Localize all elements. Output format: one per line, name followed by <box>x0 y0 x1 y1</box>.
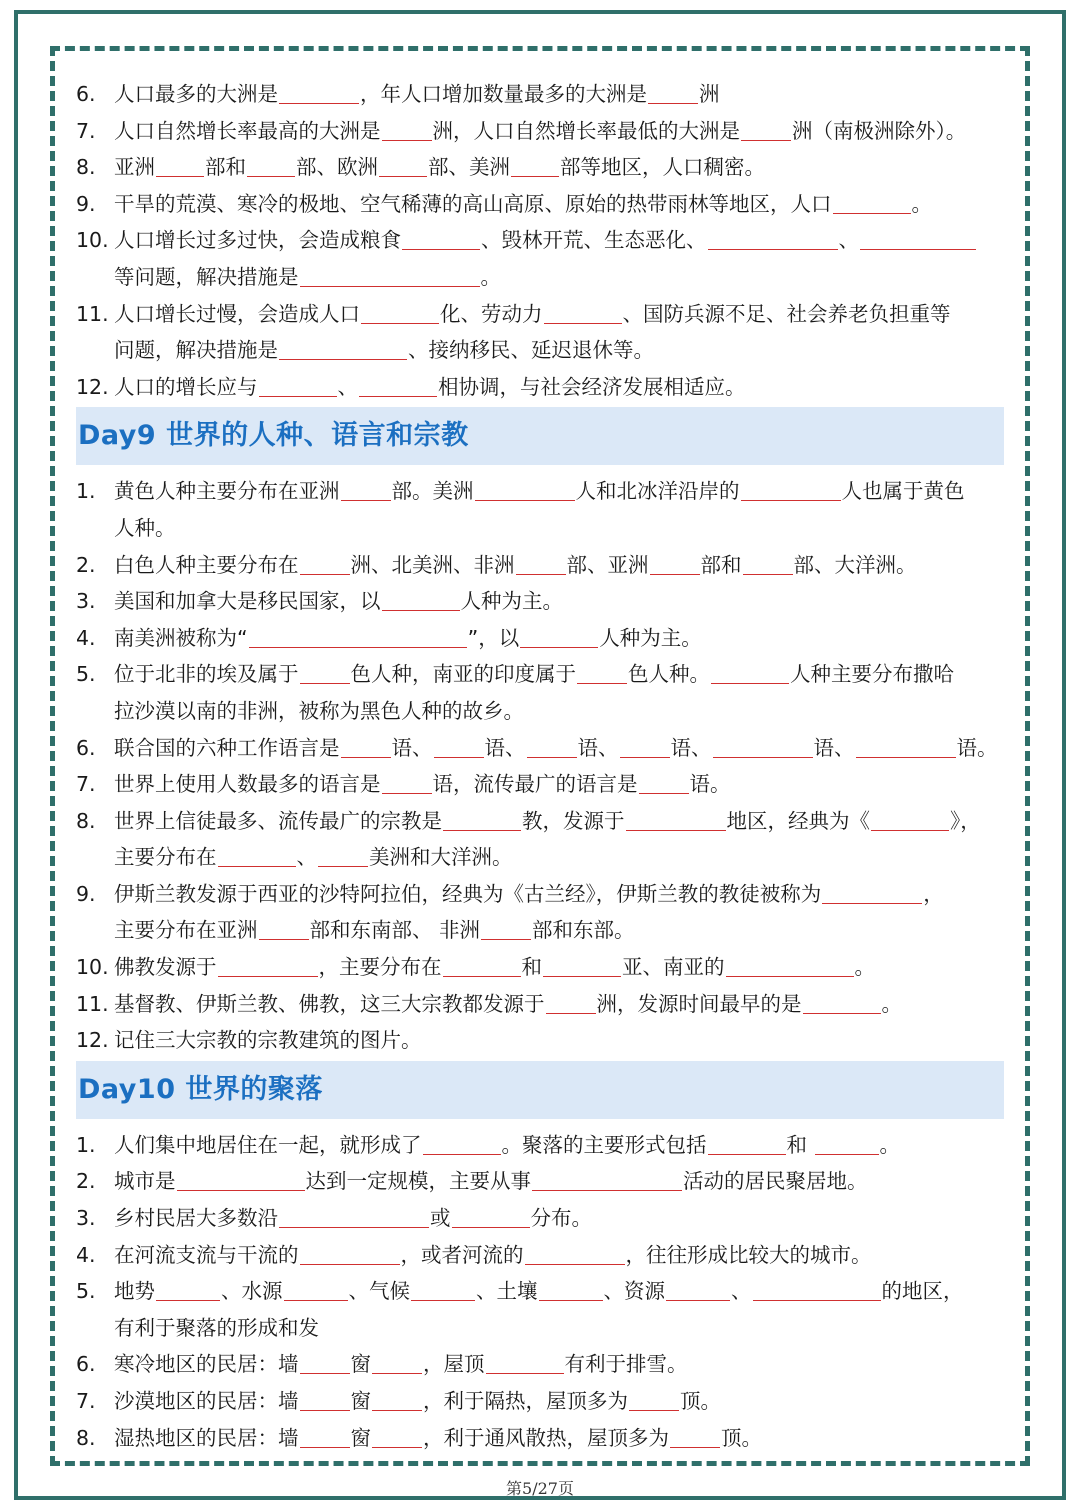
question-number: 4. <box>76 1242 96 1267</box>
answer-blank[interactable] <box>525 1242 625 1265</box>
question-line <box>76 986 1004 1023</box>
question-text <box>114 766 1004 803</box>
question-text <box>114 693 1004 730</box>
answer-blank[interactable] <box>284 1278 348 1301</box>
answer-blank[interactable] <box>156 154 204 177</box>
text-segment: 人种为主。 <box>599 625 702 650</box>
text-segment: 、毁林开荒、生态恶化、 <box>481 228 707 253</box>
question-text <box>114 803 1004 840</box>
answer-blank[interactable] <box>539 1278 603 1301</box>
answer-blank[interactable] <box>318 844 368 867</box>
text-segment: 人种。 <box>114 515 176 540</box>
question-line <box>76 839 1004 876</box>
answer-blank[interactable] <box>218 844 296 867</box>
question-number: 5. <box>76 1279 96 1304</box>
question-line <box>76 693 1004 730</box>
question-line <box>76 1346 1004 1383</box>
question-text <box>114 839 1004 876</box>
answer-blank[interactable] <box>300 1351 350 1374</box>
question-line <box>76 730 1004 767</box>
question-text <box>114 949 1004 986</box>
question-text <box>114 113 1004 150</box>
text-segment: 人口增长过多过快，会造成粮食 <box>114 228 401 253</box>
answer-blank[interactable] <box>247 154 295 177</box>
answer-blank[interactable] <box>543 954 621 977</box>
worksheet-content <box>76 76 1004 1456</box>
question-number: 3. <box>76 589 96 614</box>
answer-blank[interactable] <box>434 735 484 758</box>
text-segment: 》， <box>950 808 981 833</box>
question-text <box>114 1237 1004 1274</box>
question-line <box>76 1022 1004 1059</box>
text-segment: 位于北非的埃及属于 <box>114 662 299 687</box>
text-segment: 部和东南部、 非洲 <box>309 918 481 943</box>
text-segment: ，利于隔热，屋顶多为 <box>423 1389 628 1413</box>
question-number: 7. <box>76 1389 96 1413</box>
question-text <box>114 149 1004 186</box>
answer-blank[interactable] <box>711 661 789 684</box>
text-segment: 人们集中地居住在一起，就形成了 <box>114 1132 422 1157</box>
text-segment: 、 <box>296 845 317 870</box>
answer-blank[interactable] <box>741 118 791 141</box>
text-segment: 语。 <box>689 772 731 797</box>
answer-blank[interactable] <box>279 337 407 360</box>
text-segment: 世界上使用人数最多的语言是 <box>114 772 381 797</box>
text-segment: ，主要分布在 <box>318 955 442 980</box>
text-segment: 顶。 <box>721 1425 762 1450</box>
question-line <box>76 222 1004 259</box>
question-text <box>114 583 1004 620</box>
question-text <box>114 1127 1004 1164</box>
answer-blank[interactable] <box>382 588 460 611</box>
question-number: 6. <box>76 735 96 760</box>
text-segment: 、气候 <box>348 1279 410 1304</box>
text-segment: 美洲和大洋洲。 <box>369 845 513 870</box>
question-number: 1. <box>76 479 96 504</box>
question-line <box>76 912 1004 949</box>
text-segment: 人口自然增长率最高的大洲是 <box>114 118 381 143</box>
question-text <box>114 1022 1004 1059</box>
question-text <box>114 620 1004 657</box>
question-number: 9. <box>76 191 96 216</box>
question-text <box>114 1273 1004 1310</box>
question-text <box>114 296 1004 333</box>
question-line <box>76 1273 1004 1310</box>
text-segment: 和 <box>786 1132 814 1157</box>
text-segment: 问题，解决措施是 <box>114 338 278 363</box>
section-heading: Day10 世界的聚落 <box>76 1061 1004 1119</box>
text-segment: 人和北冰洋沿岸的 <box>575 479 740 504</box>
question-number: 6. <box>76 82 96 106</box>
answer-blank[interactable] <box>639 771 689 794</box>
text-segment: 窗 <box>350 1352 371 1377</box>
text-segment: 语、 <box>484 735 526 760</box>
answer-blank[interactable] <box>372 1425 422 1448</box>
question-line <box>76 113 1004 150</box>
text-segment: 洲，人口自然增长率最低的大洲是 <box>432 118 740 143</box>
text-segment: 和 <box>521 955 542 980</box>
text-segment: 化、劳动力 <box>440 301 543 326</box>
question-text <box>114 1310 1004 1347</box>
text-segment: 人种为主。 <box>460 589 563 614</box>
text-segment: 教，发源于 <box>522 808 625 833</box>
answer-blank[interactable] <box>279 1205 429 1228</box>
question-line <box>76 620 1004 657</box>
question-text <box>114 473 1004 510</box>
text-segment: 部和 <box>205 155 246 180</box>
text-segment: 、土壤 <box>476 1279 538 1304</box>
answer-blank[interactable] <box>626 808 726 831</box>
text-segment: ，年人口增加数量最多的大洲是 <box>360 82 647 106</box>
answer-blank[interactable] <box>411 1278 475 1301</box>
question-number: 8. <box>76 1425 96 1450</box>
question-number: 7. <box>76 118 96 143</box>
text-segment: 、水源 <box>221 1279 283 1304</box>
question-number: 8. <box>76 808 96 833</box>
answer-blank[interactable] <box>475 478 575 501</box>
question-text <box>114 222 1004 259</box>
text-segment: 城市是 <box>114 1169 176 1194</box>
answer-blank[interactable] <box>259 917 309 940</box>
question-text <box>114 76 1004 113</box>
text-segment: 基督教、伊斯兰教、佛教，这三大宗教都发源于 <box>114 991 545 1016</box>
text-segment: 语、 <box>577 735 619 760</box>
text-segment: 伊斯兰教发源于西亚的沙特阿拉伯，经典为《古兰经》，伊斯兰教的教徒被称为 <box>114 881 822 906</box>
question-text <box>114 656 1004 693</box>
question-line <box>76 149 1004 186</box>
question-line <box>76 1200 1004 1237</box>
answer-blank[interactable] <box>726 954 854 977</box>
text-segment: 色人种。 <box>628 662 710 687</box>
question-text <box>114 186 1004 223</box>
answer-blank[interactable] <box>666 1278 730 1301</box>
question-text <box>114 510 1004 547</box>
text-segment: 亚、南亚的 <box>622 955 725 980</box>
question-number: 4. <box>76 625 96 650</box>
question-line <box>76 510 1004 547</box>
question-line <box>76 473 1004 510</box>
text-segment: 部和东部。 <box>532 918 635 943</box>
question-number: 2. <box>76 1169 96 1194</box>
answer-blank[interactable] <box>452 1205 530 1228</box>
text-segment: 语，流传最广的语言是 <box>432 772 638 797</box>
answer-blank[interactable] <box>544 301 622 324</box>
question-number: 3. <box>76 1206 96 1231</box>
question-text <box>114 912 1004 949</box>
answer-blank[interactable] <box>300 1425 350 1448</box>
question-text <box>114 259 1004 296</box>
answer-blank[interactable] <box>402 227 480 250</box>
page-number: 第5/27页 <box>506 1479 574 1498</box>
answer-blank[interactable] <box>741 478 841 501</box>
answer-blank[interactable] <box>259 374 337 397</box>
answer-blank[interactable] <box>379 154 427 177</box>
answer-blank[interactable] <box>670 1425 720 1448</box>
text-segment: 。 <box>480 264 501 289</box>
question-line <box>76 296 1004 333</box>
answer-blank[interactable] <box>443 954 521 977</box>
text-segment: 有利于排雪。 <box>564 1352 688 1377</box>
answer-blank[interactable] <box>815 1132 879 1155</box>
text-segment: 南美洲被称为“ <box>114 625 248 650</box>
question-text <box>114 369 1004 406</box>
text-segment: 寒冷地区的民居：墙 <box>114 1352 299 1377</box>
answer-blank[interactable] <box>577 661 627 684</box>
question-text <box>114 1163 1004 1200</box>
question-line <box>76 547 1004 584</box>
text-segment: ，利于通风散热，屋顶多为 <box>423 1425 669 1450</box>
question-number: 12. <box>76 374 109 399</box>
answer-blank[interactable] <box>743 552 793 575</box>
answer-blank[interactable] <box>300 552 350 575</box>
answer-blank[interactable] <box>279 81 359 104</box>
answer-blank[interactable] <box>708 1132 786 1155</box>
answer-blank[interactable] <box>177 1168 305 1191</box>
text-segment: 色人种，南亚的印度属于 <box>350 662 576 687</box>
text-segment: 洲 <box>699 82 720 106</box>
answer-blank[interactable] <box>708 227 838 250</box>
text-segment: 黄色人种主要分布在亚洲 <box>114 479 340 504</box>
text-segment: 湿热地区的民居：墙 <box>114 1425 299 1450</box>
question-line <box>76 1127 1004 1164</box>
answer-blank[interactable] <box>486 1351 564 1374</box>
answer-blank[interactable] <box>803 991 881 1014</box>
text-segment: 。 <box>854 955 875 980</box>
text-segment: 沙漠地区的民居：墙 <box>114 1389 299 1413</box>
text-segment: 等问题，解决措施是 <box>114 264 299 289</box>
text-segment: 活动的居民聚居地。 <box>683 1169 868 1194</box>
answer-blank[interactable] <box>833 191 911 214</box>
answer-blank[interactable] <box>629 1388 679 1411</box>
text-segment: 语、 <box>670 735 712 760</box>
answer-blank[interactable] <box>856 735 956 758</box>
question-number: 9. <box>76 881 96 906</box>
text-segment: 主要分布在 <box>114 845 217 870</box>
question-number: 5. <box>76 662 96 687</box>
answer-blank[interactable] <box>871 808 949 831</box>
text-segment: 洲，发源时间最早的是 <box>596 991 802 1016</box>
text-segment: 白色人种主要分布在 <box>114 552 299 577</box>
text-segment: 。 <box>881 991 902 1016</box>
answer-blank[interactable] <box>300 661 350 684</box>
text-segment: 主要分布在亚洲 <box>114 918 258 943</box>
text-segment: ”，以 <box>467 625 520 650</box>
text-segment: 乡村民居大多数沿 <box>114 1206 278 1231</box>
question-line <box>76 186 1004 223</box>
text-segment: 人口的增长应与 <box>114 374 258 399</box>
text-segment: 部、大洋洲。 <box>793 552 917 577</box>
question-number: 10. <box>76 228 109 253</box>
text-segment: 。 <box>879 1132 901 1157</box>
question-line <box>76 656 1004 693</box>
answer-blank[interactable] <box>341 478 391 501</box>
question-text <box>114 332 1004 369</box>
text-segment: 人口最多的大洲是 <box>114 82 278 106</box>
text-segment: 部、亚洲 <box>566 552 649 577</box>
question-line <box>76 1163 1004 1200</box>
answer-blank[interactable] <box>249 625 467 648</box>
question-text <box>114 1420 1004 1457</box>
text-segment: 达到一定规模，主要从事 <box>305 1169 531 1194</box>
question-line <box>76 876 1004 913</box>
question-number: 8. <box>76 155 96 180</box>
text-segment: 有利于聚落的形成和发 <box>114 1315 319 1340</box>
text-segment: 地区，经典为《 <box>726 808 870 833</box>
text-segment: 窗 <box>350 1389 371 1413</box>
text-segment: 部。美洲 <box>391 479 474 504</box>
question-number: 11. <box>76 301 109 326</box>
text-segment: ，往往形成比较大的城市。 <box>625 1242 872 1267</box>
question-text <box>114 1200 1004 1237</box>
question-line <box>76 803 1004 840</box>
text-segment: 部、美洲 <box>428 155 510 180</box>
question-line <box>76 1383 1004 1420</box>
answer-blank[interactable] <box>546 991 596 1014</box>
text-segment: 顶。 <box>680 1389 721 1413</box>
answer-blank[interactable] <box>341 735 391 758</box>
question-number: 6. <box>76 1352 96 1377</box>
answer-blank[interactable] <box>382 118 432 141</box>
text-segment: 洲、北美洲、非洲 <box>350 552 515 577</box>
text-segment: 语、 <box>813 735 855 760</box>
text-segment: 相协调，与社会经济发展相适应。 <box>438 374 746 399</box>
text-segment: 的地区， <box>881 1279 964 1304</box>
question-line <box>76 1420 1004 1457</box>
text-segment: 拉沙漠以南的非洲，被称为黑色人种的故乡。 <box>114 698 524 723</box>
question-line <box>76 332 1004 369</box>
question-line <box>76 766 1004 803</box>
text-segment: 、国防兵源不足、社会养老负担重等 <box>622 301 951 326</box>
text-segment: ，或者河流的 <box>400 1242 524 1267</box>
text-segment: 记住三大宗教的宗教建筑的图片。 <box>114 1028 422 1053</box>
answer-blank[interactable] <box>443 808 521 831</box>
answer-blank[interactable] <box>481 917 531 940</box>
text-segment: 、 <box>337 374 358 399</box>
answer-blank[interactable] <box>648 81 698 104</box>
text-segment: 。聚落的主要形式包括 <box>501 1132 707 1157</box>
answer-blank[interactable] <box>372 1351 422 1374</box>
answer-blank[interactable] <box>382 771 432 794</box>
text-segment: 语。 <box>956 735 998 760</box>
answer-blank[interactable] <box>218 954 318 977</box>
text-segment: 地势 <box>114 1279 155 1304</box>
text-segment: 洲（南极洲除外）。 <box>792 118 967 143</box>
answer-blank[interactable] <box>527 735 577 758</box>
section-heading: Day9 世界的人种、语言和宗教 <box>76 407 1004 465</box>
question-line <box>76 369 1004 406</box>
question-number: 7. <box>76 772 96 797</box>
text-segment: 、接纳移民、延迟退休等。 <box>408 338 654 363</box>
answer-blank[interactable] <box>359 374 437 397</box>
question-number: 2. <box>76 552 96 577</box>
text-segment: 、 <box>731 1279 752 1304</box>
question-line <box>76 949 1004 986</box>
question-line <box>76 259 1004 296</box>
answer-blank[interactable] <box>300 1388 350 1411</box>
text-segment: ， <box>923 881 944 906</box>
answer-blank[interactable] <box>156 1278 220 1301</box>
text-segment: 部、欧洲 <box>296 155 378 180</box>
text-segment: 人也属于黄色 <box>841 479 965 504</box>
text-segment: 部等地区，人口稠密。 <box>560 155 765 180</box>
answer-blank[interactable] <box>511 154 559 177</box>
text-segment: 人口增长过慢，会造成人口 <box>114 301 360 326</box>
text-segment: 。 <box>911 191 932 216</box>
question-text <box>114 1383 1004 1420</box>
answer-blank[interactable] <box>423 1132 501 1155</box>
text-segment: 、 <box>838 228 859 253</box>
text-segment: 、资源 <box>603 1279 665 1304</box>
text-segment: 亚洲 <box>114 155 155 180</box>
text-segment: 部和 <box>700 552 742 577</box>
question-line <box>76 1310 1004 1347</box>
text-segment: 干旱的荒漠、寒冷的极地、空气稀薄的高山高原、原始的热带雨林等地区，人口 <box>114 191 832 216</box>
text-segment: 人种主要分布撒哈 <box>790 662 954 687</box>
answer-blank[interactable] <box>753 1278 881 1301</box>
text-segment: 美国和加拿大是移民国家，以 <box>114 589 381 614</box>
question-line <box>76 76 1004 113</box>
answer-blank[interactable] <box>361 301 439 324</box>
answer-blank[interactable] <box>372 1388 422 1411</box>
text-segment: 联合国的六种工作语言是 <box>114 735 340 760</box>
answer-blank[interactable] <box>713 735 813 758</box>
question-line <box>76 583 1004 620</box>
text-segment: 窗 <box>350 1425 371 1450</box>
text-segment: 世界上信徒最多、流传最广的宗教是 <box>114 808 442 833</box>
answer-blank[interactable] <box>516 552 566 575</box>
answer-blank[interactable] <box>532 1168 682 1191</box>
question-number: 1. <box>76 1132 96 1157</box>
answer-blank[interactable] <box>650 552 700 575</box>
text-segment: ，屋顶 <box>423 1352 485 1377</box>
question-number: 11. <box>76 991 109 1016</box>
answer-blank[interactable] <box>620 735 670 758</box>
question-text <box>114 730 1004 767</box>
text-segment: 佛教发源于 <box>114 955 217 980</box>
question-text <box>114 1346 1004 1383</box>
text-segment: 或 <box>430 1206 451 1231</box>
text-segment: 分布。 <box>530 1206 592 1231</box>
question-number: 12. <box>76 1028 109 1053</box>
question-number: 10. <box>76 955 109 980</box>
question-text <box>114 547 1004 584</box>
answer-blank[interactable] <box>822 881 922 904</box>
text-segment: 语、 <box>391 735 433 760</box>
answer-blank[interactable] <box>520 625 598 648</box>
answer-blank[interactable] <box>300 1242 400 1265</box>
answer-blank[interactable] <box>300 264 480 287</box>
question-text <box>114 986 1004 1023</box>
answer-blank[interactable] <box>860 227 976 250</box>
text-segment: 在河流支流与干流的 <box>114 1242 299 1267</box>
question-text <box>114 876 1004 913</box>
question-line <box>76 1237 1004 1274</box>
